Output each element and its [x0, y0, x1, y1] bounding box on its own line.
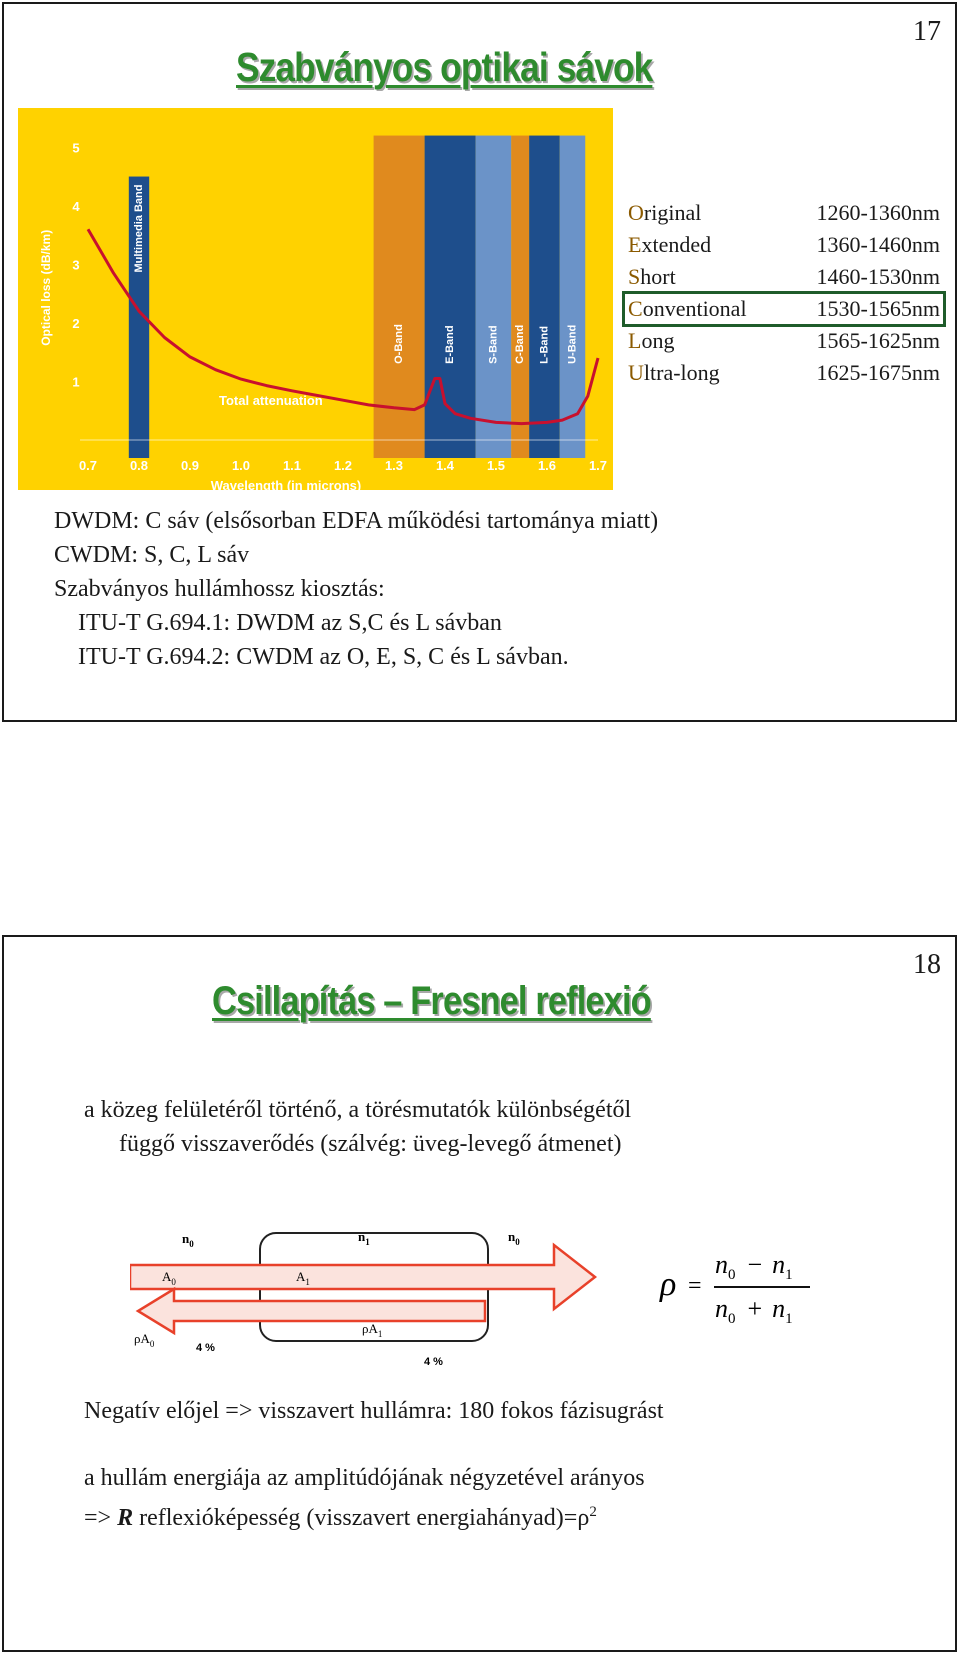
band-name [628, 328, 674, 354]
band-label: L-Band [538, 326, 551, 364]
pct-left-label: 4 % [196, 1342, 215, 1354]
attenuation-chart-svg [18, 108, 613, 490]
y-axis-label: Optical loss (dB/km) [39, 229, 53, 346]
rho-symbol: ρ [660, 1266, 677, 1303]
band-name-rest: riginal [643, 200, 702, 225]
phase-text: Negatív előjel => visszavert hullámra: 180 fokos fázisugrást [84, 1398, 664, 1424]
y-tick-label: 3 [72, 257, 80, 273]
band-name-rest: ltra-long [643, 360, 720, 385]
dwdm-text [54, 504, 658, 674]
band-label: U-Band [566, 324, 579, 364]
band-initial: E [628, 232, 642, 257]
band-row [624, 293, 944, 325]
band-label: Multimedia Band [132, 184, 145, 273]
band-name-rest: ong [641, 328, 675, 353]
band-label: S-Band [487, 325, 500, 364]
x-tick-label: 1.0 [231, 458, 251, 473]
band-initial: U [628, 360, 644, 385]
a0-label: $A_0$ [162, 1269, 176, 1287]
text-line: DWDM: C sáv (elsősorban EDFA működési tartománya miatt) [54, 508, 659, 534]
numerator: $n_0 - n_1$ [715, 1250, 793, 1283]
text-line: ITU-T G.694.2: CWDM az O, E, S, C és L sávban. [78, 644, 569, 670]
band-row [624, 197, 944, 229]
n0-right-label: $n_0$ [508, 1229, 520, 1247]
x-tick-label: 1.2 [333, 458, 353, 473]
y-tick-label: 2 [72, 315, 80, 331]
reflected-arrow [138, 1289, 485, 1333]
text-line: Szabványos hullámhossz kiosztás: [54, 576, 385, 602]
x-tick-label: 1.7 [588, 458, 608, 473]
band-name-rest: hort [640, 264, 676, 289]
reflectance-text: reflexióképesség (visszavert energiahányad)=ρ [133, 1505, 590, 1531]
equals-sign: = [688, 1273, 702, 1299]
text-line: függő visszaverődés (szálvég: üveg-levegő átmenet) [119, 1131, 622, 1157]
forward-arrow [130, 1245, 595, 1309]
x-tick-label: 1.3 [384, 458, 404, 473]
a1-label: $A_1$ [296, 1269, 310, 1287]
attenuation-chart [18, 108, 613, 490]
band-label: O-Band [393, 324, 406, 364]
x-tick-label: 1.6 [537, 458, 557, 473]
x-tick-label: 0.8 [129, 458, 149, 473]
y-tick-label: 4 [72, 198, 80, 214]
pct-bottom-label: 4 % [424, 1356, 443, 1368]
fresnel-diagram [130, 1225, 850, 1370]
rho-a0-label: $\rho A_0$ [134, 1331, 155, 1349]
reflectance-symbol: R [117, 1505, 134, 1531]
band-range: 1460-1530nm [816, 264, 940, 289]
x-tick-label: 1.4 [435, 458, 455, 473]
text-line: CWDM: S, C, L sáv [54, 542, 250, 568]
band-bar [511, 136, 529, 458]
text-line: a közeg felületéről történő, a törésmutatók különbségétől [84, 1097, 632, 1123]
energy-text [84, 1461, 645, 1535]
text-line: a hullám energiája az amplitúdójának négyzetével arányos [84, 1465, 645, 1491]
band-name-rest: onventional [642, 296, 747, 321]
band-range: 1260-1360nm [816, 200, 940, 225]
text-line [84, 1495, 645, 1535]
band-initial: L [628, 328, 642, 353]
x-tick-label: 0.9 [180, 458, 200, 473]
band-name [628, 360, 720, 386]
band-range: 1360-1460nm [816, 232, 940, 257]
denominator: $n_0 + n_1$ [715, 1294, 793, 1327]
x-tick-label: 1.5 [486, 458, 506, 473]
intro-text [84, 1093, 631, 1161]
band-initial: O [628, 200, 644, 225]
band-label: C-Band [514, 324, 527, 364]
band-range: 1625-1675nm [816, 360, 940, 385]
band-label: E-Band [444, 325, 457, 364]
x-axis-label: Wavelength (in microns) [210, 478, 362, 490]
slide-17 [2, 2, 957, 722]
y-tick-label: 1 [72, 374, 80, 390]
fresnel-formula [659, 1250, 810, 1327]
band-initial: C [628, 296, 643, 321]
y-tick-label: 5 [72, 140, 80, 156]
band-row [624, 357, 944, 389]
band-name-rest: xtended [641, 232, 712, 257]
rho-a1-label: $\rho A_1$ [362, 1321, 383, 1339]
band-range: 1565-1625nm [816, 328, 940, 353]
n1-label: $n_1$ [358, 1229, 370, 1247]
x-tick-label: 0.7 [78, 458, 98, 473]
band-bar [529, 136, 560, 458]
band-name [628, 296, 747, 322]
arrow-prefix: => [84, 1505, 118, 1531]
band-initial: S [628, 264, 641, 289]
text-line: ITU-T G.694.1: DWDM az S,C és L sávban [78, 610, 502, 636]
band-name [628, 232, 711, 258]
slide-title: Csillapítás – Fresnel reflexió [212, 979, 651, 1023]
slide-number: 18 [913, 949, 941, 980]
band-table [624, 197, 944, 389]
exponent: 2 [589, 1504, 597, 1520]
band-bar [476, 136, 512, 458]
n0-left-label: $n_0$ [182, 1231, 194, 1249]
curve-annotation: Total attenuation [219, 392, 323, 408]
slide-number: 17 [913, 16, 941, 47]
band-range: 1530-1565nm [816, 296, 940, 321]
band-row [624, 229, 944, 261]
band-row [624, 325, 944, 357]
x-tick-label: 1.1 [282, 458, 302, 473]
slide-title: Szabványos optikai sávok [236, 44, 653, 90]
band-name [628, 200, 701, 226]
band-row [624, 261, 944, 293]
band-name [628, 264, 676, 290]
